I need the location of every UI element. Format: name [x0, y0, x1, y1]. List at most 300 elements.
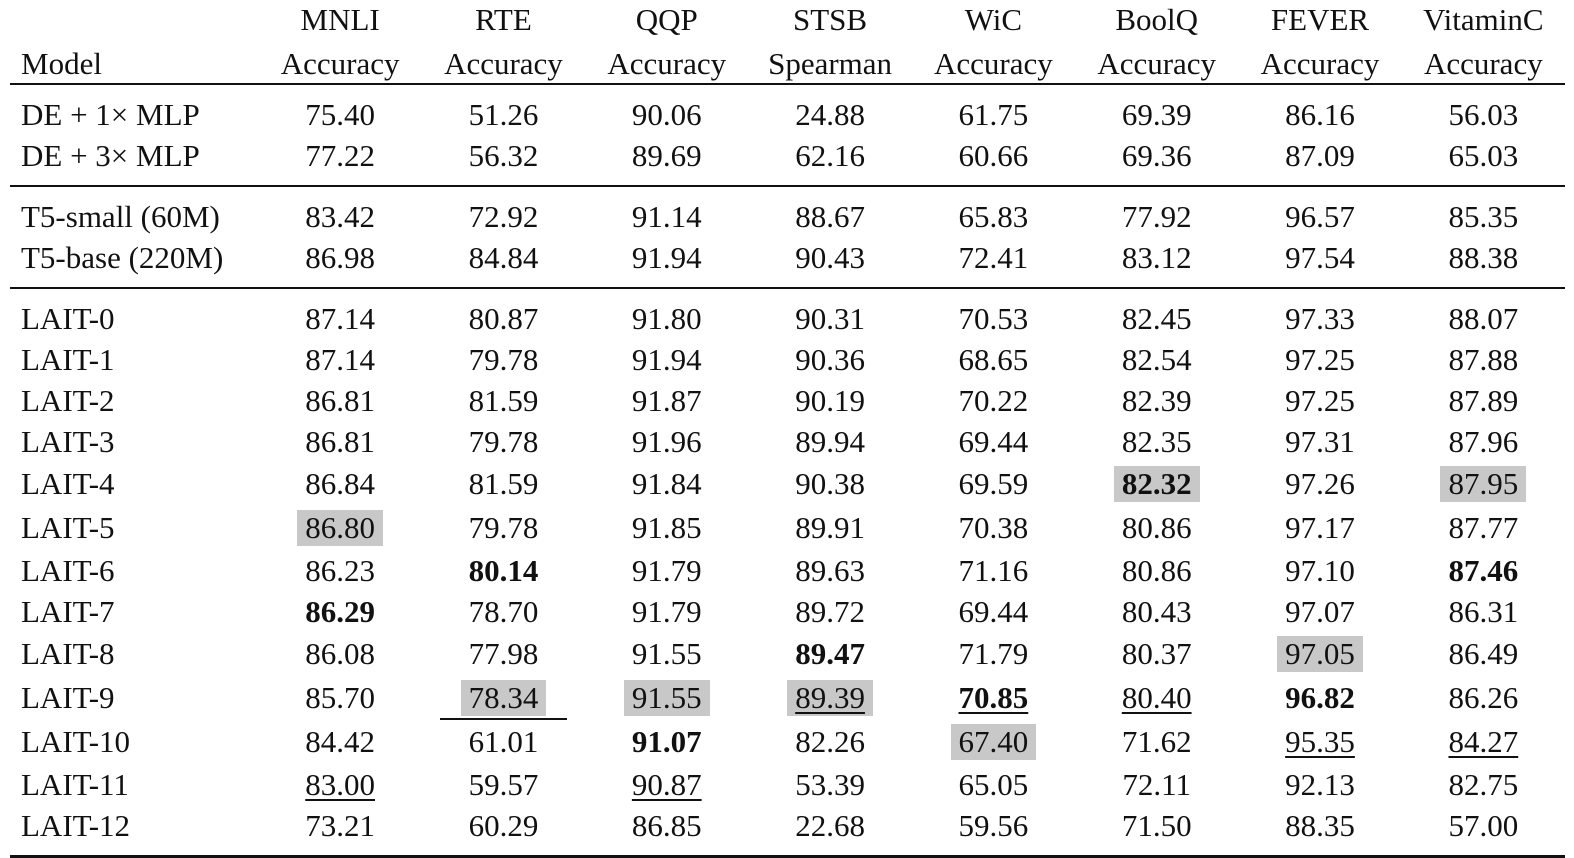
table-row	[10, 237, 1565, 288]
table-row	[10, 135, 1565, 186]
score-value: 68.65	[958, 342, 1029, 377]
table-row	[10, 764, 1565, 805]
score-value: 87.95	[1440, 466, 1526, 502]
table-row	[10, 186, 1565, 237]
score-value: 51.26	[468, 97, 539, 132]
table-row	[10, 676, 1565, 720]
score-value: 87.88	[1448, 342, 1519, 377]
score-cell	[748, 632, 911, 676]
score-value: 83.12	[1121, 240, 1192, 275]
score-cell	[1075, 237, 1238, 288]
score-value: 77.98	[468, 636, 539, 671]
score-cell	[258, 237, 421, 288]
model-name-cell: T5-base (220M)	[10, 237, 258, 288]
score-cell	[422, 339, 585, 380]
score-value: 89.94	[795, 424, 865, 459]
score-cell	[1075, 288, 1238, 339]
score-cell	[422, 84, 585, 135]
header-metric-fever: Accuracy	[1238, 39, 1401, 84]
score-value: 60.29	[468, 808, 539, 843]
table-row	[10, 380, 1565, 421]
score-value: 97.10	[1285, 553, 1355, 588]
header-dataset-fever: FEVER	[1270, 2, 1370, 37]
score-cell	[422, 720, 585, 764]
score-value: 91.94	[631, 240, 702, 275]
score-value: 57.00	[1448, 808, 1519, 843]
score-value: 22.68	[795, 808, 865, 843]
header-model-spacer	[10, 0, 258, 39]
score-value: 83.42	[305, 199, 375, 234]
score-cell	[585, 591, 748, 632]
score-value: 69.44	[958, 424, 1029, 459]
score-cell	[912, 339, 1075, 380]
score-cell	[258, 339, 421, 380]
score-value: 86.08	[305, 636, 375, 671]
header-metric-stsb: Spearman	[748, 39, 911, 84]
score-value: 82.75	[1448, 767, 1519, 802]
score-cell	[258, 506, 421, 550]
header-dataset-boolq: BoolQ	[1115, 2, 1199, 37]
score-value: 61.75	[958, 97, 1029, 132]
score-value: 97.54	[1285, 240, 1355, 275]
score-cell	[748, 380, 911, 421]
score-value: 86.31	[1448, 594, 1519, 629]
score-value: 90.19	[795, 383, 865, 418]
score-cell	[1402, 339, 1565, 380]
score-cell	[258, 591, 421, 632]
header-metric-mnli: Accuracy	[258, 39, 421, 84]
score-value: 60.66	[958, 138, 1029, 173]
header-dataset-mnli: MNLI	[300, 2, 380, 37]
score-cell	[1238, 288, 1401, 339]
model-name-cell: LAIT-6	[21, 553, 115, 588]
score-value: 90.36	[795, 342, 865, 377]
score-value: 61.01	[468, 724, 539, 759]
table-group	[10, 288, 1565, 857]
score-cell	[585, 186, 748, 237]
score-cell	[748, 339, 911, 380]
header-row-metrics	[10, 39, 1565, 84]
score-value: 69.59	[958, 466, 1029, 501]
score-cell	[422, 550, 585, 591]
model-name-cell: LAIT-5	[21, 510, 115, 545]
score-cell	[912, 421, 1075, 462]
score-cell	[585, 550, 748, 591]
score-value: 83.00	[305, 767, 375, 802]
score-value: 89.39	[787, 680, 873, 716]
score-value: 86.23	[305, 553, 375, 588]
score-cell	[585, 506, 748, 550]
header-dataset-qqp: QQP	[635, 2, 698, 37]
score-value: 24.88	[795, 97, 865, 132]
table-row	[10, 288, 1565, 339]
header-dataset-stsb: STSB	[793, 2, 868, 37]
score-value: 80.43	[1121, 594, 1192, 629]
score-cell	[1238, 421, 1401, 462]
table-row	[10, 805, 1565, 857]
score-cell	[258, 421, 421, 462]
score-value: 86.49	[1448, 636, 1519, 671]
score-value: 88.07	[1448, 301, 1519, 336]
score-value: 87.77	[1448, 510, 1519, 545]
score-value: 85.35	[1448, 199, 1519, 234]
score-cell	[258, 135, 421, 186]
score-cell	[422, 591, 585, 632]
score-cell	[1238, 805, 1401, 857]
score-value: 86.81	[305, 424, 375, 459]
score-cell	[258, 550, 421, 591]
score-cell	[912, 135, 1075, 186]
score-value: 82.32	[1114, 466, 1200, 502]
score-cell	[422, 380, 585, 421]
score-cell	[748, 720, 911, 764]
score-cell	[748, 676, 911, 720]
score-value: 96.57	[1285, 199, 1355, 234]
score-value: 92.13	[1285, 767, 1355, 802]
score-value: 77.22	[305, 138, 375, 173]
score-cell	[1075, 591, 1238, 632]
score-cell	[585, 764, 748, 805]
score-cell	[585, 720, 748, 764]
score-value: 77.92	[1121, 199, 1192, 234]
header-metric-rte: Accuracy	[422, 39, 585, 84]
score-cell	[1238, 186, 1401, 237]
score-cell	[1238, 380, 1401, 421]
score-cell	[1075, 421, 1238, 462]
score-cell	[1075, 339, 1238, 380]
score-value: 91.96	[631, 424, 702, 459]
score-cell	[1402, 421, 1565, 462]
score-cell	[585, 676, 748, 720]
score-value: 89.63	[795, 553, 865, 588]
score-value: 82.35	[1121, 424, 1192, 459]
header-metric-wic: Accuracy	[912, 39, 1075, 84]
score-cell	[258, 186, 421, 237]
table-row	[10, 720, 1565, 764]
model-name-cell: LAIT-11	[21, 767, 129, 802]
score-cell	[1402, 506, 1565, 550]
score-cell	[585, 805, 748, 857]
score-value: 91.14	[631, 199, 702, 234]
header-row-datasets	[10, 0, 1565, 39]
score-cell	[1402, 186, 1565, 237]
score-value: 78.70	[468, 594, 539, 629]
score-cell	[258, 632, 421, 676]
score-cell	[1402, 288, 1565, 339]
score-value: 80.86	[1121, 553, 1192, 588]
score-cell	[912, 805, 1075, 857]
score-cell	[748, 591, 911, 632]
score-value: 70.85	[958, 680, 1029, 715]
score-cell	[585, 135, 748, 186]
model-name-cell: LAIT-8	[21, 636, 115, 671]
score-cell	[422, 632, 585, 676]
model-name-cell: LAIT-2	[21, 383, 115, 418]
score-cell	[1402, 84, 1565, 135]
score-value: 53.39	[795, 767, 865, 802]
score-cell	[1402, 462, 1565, 506]
score-value: 62.16	[795, 138, 865, 173]
score-value: 69.39	[1121, 97, 1192, 132]
score-cell	[258, 288, 421, 339]
header-dataset-rte: RTE	[475, 2, 532, 37]
model-name-cell: LAIT-3	[21, 424, 115, 459]
header-metric-vitaminc: Accuracy	[1402, 39, 1565, 84]
score-value: 59.57	[468, 767, 539, 802]
score-cell	[585, 339, 748, 380]
score-cell	[1075, 84, 1238, 135]
score-cell	[1238, 764, 1401, 805]
score-value: 88.67	[795, 199, 865, 234]
table-row	[10, 84, 1565, 135]
score-cell	[258, 764, 421, 805]
table-group	[10, 84, 1565, 186]
score-cell	[912, 462, 1075, 506]
score-cell	[422, 186, 585, 237]
score-value: 65.83	[958, 199, 1029, 234]
score-value: 87.46	[1448, 553, 1519, 588]
score-cell	[1075, 462, 1238, 506]
score-value: 89.91	[795, 510, 865, 545]
model-name-cell: LAIT-0	[21, 301, 115, 336]
score-value: 84.27	[1448, 724, 1519, 759]
table-row	[10, 506, 1565, 550]
score-value: 90.87	[631, 767, 702, 802]
score-cell	[585, 288, 748, 339]
score-value: 82.54	[1121, 342, 1192, 377]
score-cell	[585, 380, 748, 421]
score-value: 73.21	[305, 808, 375, 843]
table-header	[10, 0, 1565, 84]
score-cell	[258, 805, 421, 857]
score-value: 71.16	[958, 553, 1029, 588]
score-value: 97.25	[1285, 383, 1355, 418]
score-value: 80.14	[468, 553, 539, 588]
score-value: 95.35	[1285, 724, 1355, 759]
score-value: 80.87	[468, 301, 539, 336]
score-cell	[258, 380, 421, 421]
score-cell	[1402, 720, 1565, 764]
score-cell	[422, 135, 585, 186]
score-value: 91.85	[631, 510, 702, 545]
score-value: 97.17	[1285, 510, 1355, 545]
score-value: 96.82	[1285, 680, 1355, 715]
score-value: 97.07	[1285, 594, 1355, 629]
score-cell	[258, 462, 421, 506]
score-value: 69.36	[1121, 138, 1192, 173]
score-value: 86.26	[1448, 680, 1519, 715]
score-value: 91.87	[631, 383, 702, 418]
score-cell	[748, 84, 911, 135]
score-value: 72.41	[958, 240, 1029, 275]
score-value: 88.38	[1448, 240, 1519, 275]
score-value: 97.05	[1277, 636, 1363, 672]
score-cell	[422, 506, 585, 550]
score-cell	[422, 237, 585, 288]
score-cell	[1075, 764, 1238, 805]
score-value: 89.47	[795, 636, 865, 671]
score-value: 81.59	[468, 383, 539, 418]
score-value: 91.84	[631, 466, 702, 501]
score-cell	[1402, 632, 1565, 676]
score-cell	[585, 462, 748, 506]
table-row	[10, 550, 1565, 591]
results-table	[10, 0, 1565, 858]
score-cell	[912, 720, 1075, 764]
score-value: 56.32	[468, 138, 539, 173]
score-value: 97.26	[1285, 466, 1355, 501]
score-value: 91.55	[631, 636, 702, 671]
score-value: 90.06	[631, 97, 702, 132]
score-value: 71.62	[1121, 724, 1192, 759]
score-value: 65.05	[958, 767, 1029, 802]
score-cell	[1402, 550, 1565, 591]
score-value: 97.33	[1285, 301, 1355, 336]
score-value: 84.42	[305, 724, 375, 759]
score-value: 70.38	[958, 510, 1029, 545]
score-value: 87.14	[305, 301, 375, 336]
model-name-cell: LAIT-7	[21, 594, 115, 629]
score-cell	[1238, 237, 1401, 288]
score-value: 80.40	[1121, 680, 1192, 715]
score-value: 71.79	[958, 636, 1029, 671]
score-cell	[422, 676, 585, 720]
model-name-cell: T5-small (60M)	[21, 199, 220, 234]
score-cell	[585, 632, 748, 676]
score-cell	[748, 506, 911, 550]
score-value: 91.07	[631, 724, 702, 759]
score-cell	[1402, 805, 1565, 857]
score-cell	[258, 676, 421, 720]
score-value: 79.78	[468, 424, 539, 459]
header-dataset-wic: WiC	[964, 2, 1023, 37]
table-row	[10, 632, 1565, 676]
score-cell	[1075, 805, 1238, 857]
score-value: 70.53	[958, 301, 1029, 336]
score-value: 80.86	[1121, 510, 1192, 545]
score-cell	[1238, 135, 1401, 186]
score-cell	[1238, 591, 1401, 632]
score-value: 71.50	[1121, 808, 1192, 843]
score-value: 86.29	[305, 594, 375, 629]
score-cell	[1238, 339, 1401, 380]
score-value: 87.89	[1448, 383, 1519, 418]
score-value: 91.94	[631, 342, 702, 377]
score-cell	[748, 421, 911, 462]
score-cell	[1402, 135, 1565, 186]
score-value: 89.69	[631, 138, 702, 173]
score-cell	[912, 764, 1075, 805]
score-cell	[422, 288, 585, 339]
score-value: 97.31	[1285, 424, 1355, 459]
model-name-cell: LAIT-9	[21, 680, 115, 715]
table-row	[10, 462, 1565, 506]
score-cell	[748, 550, 911, 591]
score-value: 59.56	[958, 808, 1029, 843]
score-cell	[748, 288, 911, 339]
score-cell	[912, 632, 1075, 676]
score-cell	[1075, 632, 1238, 676]
score-cell	[912, 237, 1075, 288]
score-cell	[585, 84, 748, 135]
score-cell	[422, 764, 585, 805]
score-value: 87.96	[1448, 424, 1519, 459]
table-group	[10, 186, 1565, 288]
score-value: 90.43	[795, 240, 865, 275]
score-cell	[585, 237, 748, 288]
score-value: 85.70	[305, 680, 375, 715]
model-name-cell: LAIT-10	[21, 724, 131, 759]
score-cell	[912, 550, 1075, 591]
score-cell	[912, 380, 1075, 421]
score-cell	[258, 84, 421, 135]
score-value: 78.34	[461, 680, 547, 716]
score-value: 90.31	[795, 301, 865, 336]
score-cell	[1402, 591, 1565, 632]
score-cell	[422, 805, 585, 857]
score-cell	[1238, 506, 1401, 550]
score-cell	[585, 421, 748, 462]
model-name-cell: LAIT-1	[21, 342, 115, 377]
score-cell	[748, 462, 911, 506]
score-value: 86.84	[305, 466, 375, 501]
score-cell	[422, 421, 585, 462]
score-value: 91.55	[624, 680, 710, 716]
score-value: 86.80	[297, 510, 383, 546]
table-row	[10, 339, 1565, 380]
table-row	[10, 421, 1565, 462]
score-cell	[1402, 380, 1565, 421]
score-cell	[748, 135, 911, 186]
score-cell	[1402, 676, 1565, 720]
table-row	[10, 591, 1565, 632]
model-name-cell: DE + 3× MLP	[10, 135, 258, 186]
score-cell	[1075, 135, 1238, 186]
score-value: 86.16	[1285, 97, 1355, 132]
score-value: 72.92	[468, 199, 539, 234]
score-value: 97.25	[1285, 342, 1355, 377]
score-value: 70.22	[958, 383, 1029, 418]
score-value: 82.39	[1121, 383, 1192, 418]
score-cell	[1075, 550, 1238, 591]
score-cell	[1238, 676, 1401, 720]
score-value: 81.59	[468, 466, 539, 501]
score-cell	[912, 186, 1075, 237]
score-value: 69.44	[958, 594, 1029, 629]
score-cell	[912, 676, 1075, 720]
header-metric-qqp: Accuracy	[585, 39, 748, 84]
score-cell	[1238, 720, 1401, 764]
score-value: 84.84	[468, 240, 539, 275]
score-value: 87.14	[305, 342, 375, 377]
header-model: Model	[10, 39, 258, 84]
score-cell	[748, 237, 911, 288]
score-cell	[1075, 380, 1238, 421]
score-cell	[912, 591, 1075, 632]
score-value: 79.78	[468, 342, 539, 377]
score-value: 56.03	[1448, 97, 1519, 132]
score-cell	[1238, 632, 1401, 676]
score-value: 82.45	[1121, 301, 1192, 336]
score-value: 89.72	[795, 594, 865, 629]
score-cell	[258, 720, 421, 764]
score-value: 67.40	[951, 724, 1037, 760]
score-cell	[1238, 462, 1401, 506]
score-value: 65.03	[1448, 138, 1519, 173]
score-cell	[748, 805, 911, 857]
score-cell	[912, 506, 1075, 550]
model-name-cell: LAIT-4	[21, 466, 115, 501]
